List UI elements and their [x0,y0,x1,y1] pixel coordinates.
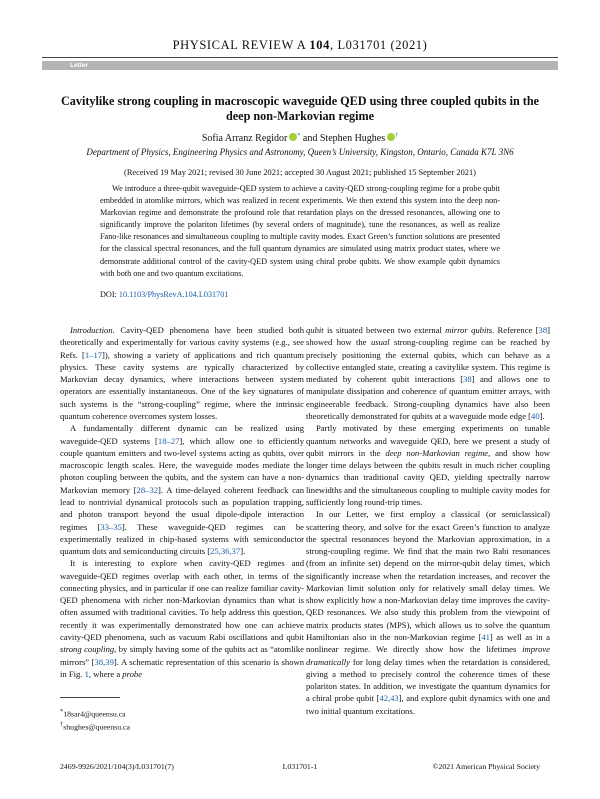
footer-copyright: ©2021 American Physical Society [432,762,540,771]
footnote-1-mark: * [60,708,64,715]
author-2-mark[interactable]: † [395,133,399,139]
footnote-1-email[interactable]: 18sar4@queensu.ca [63,709,126,719]
left-column [60,324,304,680]
affiliation: Department of Physics, Engineering Physics and Astronomy, Queen’s University, Kingston, Ontario, Canada K7L 3N6 [86,147,514,157]
paragraph-lead: Introduction. [70,325,115,335]
paper-title: Cavitylike strong coupling in macroscopic waveguide QED using three coupled qubits in the deep non-Markovian regime [60,94,540,123]
paragraph: In our Letter, we first employ a classical (or semiclassical) scattering theory, and solve for the exact Green’s function to analyze the spectral resonances beyond the Markovian approximation, in a strong-coupling regime. We find that the main two Rabi resonances (from an infinite set) depend on the mirror-qubit delay times, which significantly increase when the retardation increases, and recover the Markovian limit solution only for relatively small delay times. We show explicitly how a non-Markovian delay time improves the cavity-QED resonances. We also study this problem from the viewpoint of matrix products states (MPS), which allows us to solve the quantum Hamiltonian also in the non-Markovian regime [41] as well as in a nonlinear regime. We directly show how the lifetimes improve dramatically for long delay times when the retardation is considered, giving a method to precisely control the coherence times of these polariton states. In addition, we investigate the quantum dynamics for a chiral probe qubit [42,43], and explore qubit dynamics with one and two initial quantum excitations. [306,509,550,716]
journal-name: PHYSICAL REVIEW A [172,38,306,52]
footnote-2-mark: † [60,721,64,728]
paragraph: qubit is situated between two external mirror qubits. Reference [38] showed how the usual strong-coupling regime can be reached by precisely positioning the external qubits, which can behave as a collective entangled state, creating a cavitylike system. This regime is mediated by coherent qubit interactions [38] and allows one to manipulate dissipation and coherence of quantum emitter arrays, with engineerable feedback. Strong-coupling dynamics have also been theoretically demonstrated for qubits at a waveguide mode edge [40]. [306,325,550,421]
citation-link[interactable]: 33–35 [100,521,122,532]
paragraph: A fundamentally different dynamic can be realized using waveguide-QED systems [18–27], which allow one to efficiently couple quantum emitters and two-level systems acting as qubits, over macroscopic length scales. Here, the waveguide modes mediate the photon coupling between the qubits, and the system can have a non-Markovian memory [28–32]. A time-delayed coherent feedback can lead to nontrivial dynamical protocols such as population trapping, and photon transport beyond the usual dipole-dipole interaction regimes [33–35]. These waveguide-QED regimes can be experimentally realized in chip-based systems with semiconductor quantum dots and semiconducting circuits [25,36,37]. [60,423,305,557]
abstract: We introduce a three-qubit waveguide-QED system to achieve a cavity-QED strong-coupling regime for a probe qubit embedded in atomlike mirrors, which was realized in recent experiments. We then extend this system into the deep non-Markovian regime and demonstrate the profound role that retardation plays on the dressed resonances, allowing one to significantly improve the polariton lifetimes (by several orders of magnitude), tune the resonances, as well as realize Fano-like resonances and simultaneous coupling to multiple cavity modes. Exact Green’s function solutions are presented for the classical spectral resonances, and the full quantum dynamics are simulated using matrix product states, where we demonstrate additional control of the cavity-QED system using chiral probe qubits. We show example qubit dynamics with both one and two quantum excitations. [100,184,500,278]
orcid-icon[interactable] [387,133,395,141]
paragraph: Partly motivated by these emerging experiments on tunable quantum networks and waveguide QED, here we present a study of qubit mirrors in the deep non-Markovian regime, and show how longer time delays between the qubits result in much richer coupling dynamics than traditional cavity QED, yielding spectrally narrow linewidths and the simultaneous coupling to multiple cavity modes for sufficiently long round-trip times. [306,423,550,507]
footer-issn: 2469-9926/2021/104(3)/L031701(7) [60,762,174,771]
figure-link[interactable]: 1 [84,668,89,679]
doi-line [100,290,228,299]
doi-label: DOI: [100,290,117,299]
paragraph: It is interesting to explore when cavity-QED regimes and waveguide-QED regimes overlap with each other, in terms of the connecting physics, and in particular if one can realize familiar cavity-QED phenomena with richer non-Markovian dynamics than what is often assumed with traditional cavities. To help address this question, recently it was experimentally demonstrated how one can achieve cavity-QED phenomena, such as vacuum Rabi oscillations and qubit strong coupling, by simply having some of the qubits act as “atomlike mirrors” [38,39]. A schematic representation of this scenario is shown in Fig. 1, where a probe [60,558,304,679]
citation-link[interactable]: 18–27 [157,435,180,446]
footer-page-number: L031701-1 [282,762,318,771]
footnote-1 [60,708,126,719]
doi-link[interactable]: 10.1103/PhysRevA.104.L031701 [118,290,229,299]
footnote-rule [60,697,120,698]
header-rule [42,57,558,58]
journal-header: PHYSICAL REVIEW A 104, L031701 (2021) [172,38,428,52]
citation-link[interactable]: 40 [531,410,540,421]
citation-link[interactable]: 38 [463,374,472,385]
journal-volume: 104 [309,38,330,52]
citation-link[interactable]: 42,43 [379,693,399,704]
citation-link[interactable]: 28–32 [136,484,159,495]
footnote-2 [60,721,130,732]
author-list [0,133,600,144]
author-2[interactable]: Stephen Hughes [319,133,386,144]
footnote-2-email[interactable]: shughes@queensu.ca [63,722,130,732]
citation-link[interactable]: 38 [538,325,548,335]
article-number: L031701 (2021) [337,38,428,52]
right-column [306,324,550,717]
publication-dates: (Received 19 May 2021; revised 30 June 2021; accepted 30 August 2021; published 15 September 2021) [124,168,476,177]
author-conjunction: and [302,133,318,144]
author-1-mark[interactable]: * [297,133,301,139]
citation-link[interactable]: 1–17 [84,349,103,360]
citation-link[interactable]: 38,39 [94,656,114,667]
author-1[interactable]: Sofia Arranz Regidor [201,133,288,144]
section-tag-bar [42,61,558,70]
citation-link[interactable]: 41 [481,632,490,643]
paragraph: Introduction. Cavity-QED phenomena have been studied both theoretically and experimentally for various cavity systems (e.g., see Refs. [1–17]), showing a variety of applications and rich quantum physics. These cavity systems are typically characterized by Markovian decay dynamics, where interactions between system operators are essentially instantaneous. One of the key signatures of such systems is the “strong-coupling” regime, where the intrinsic quantum coherence overcomes system losses. [60,325,304,421]
citation-link[interactable]: 25,36,37 [210,546,241,557]
section-tag-label: Letter [70,62,89,69]
